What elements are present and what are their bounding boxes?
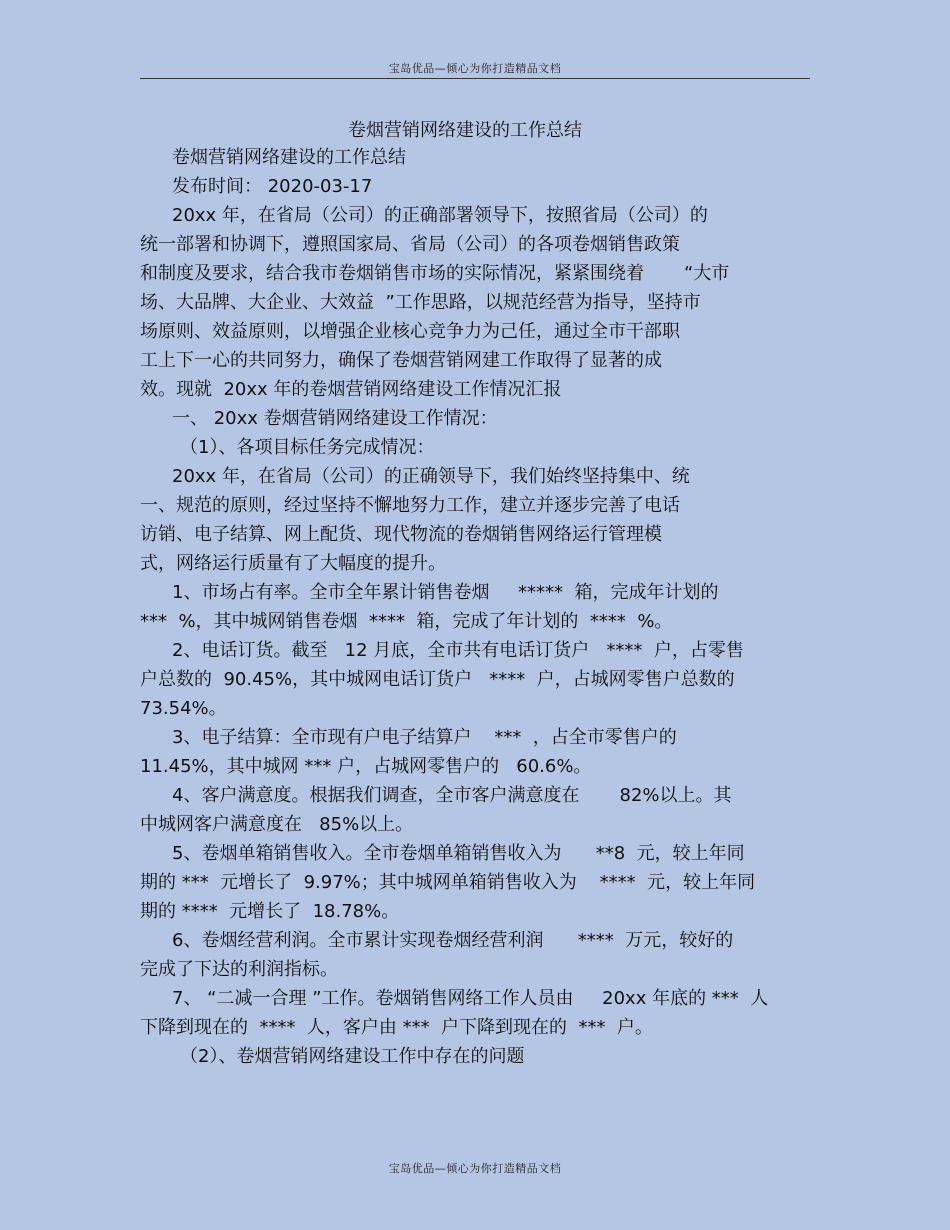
list-item: 3、电子结算：全市现有户电子结算户 *** ，占全市零售户的	[172, 727, 677, 748]
list-item: 4、客户满意度。根据我们调查，全市客户满意度在 82%以上。其	[172, 785, 732, 806]
paragraph-line: 中城网客户满意度在 85%以上。	[140, 814, 414, 835]
paragraph-line: 户总数的 90.45%，其中城网电话订货户 **** 户，占城网零售户总数的	[140, 669, 735, 690]
paragraph-line: 20xx 年，在省局（公司）的正确领导下，我们始终坚持集中、统	[172, 466, 690, 487]
paragraph-line: 访销、电子结算、网上配货、现代物流的卷烟销售网络运行管理模	[140, 524, 662, 545]
section-heading: 一、 20xx 卷烟营销网络建设工作情况：	[172, 408, 498, 429]
paragraph-line: 统一部署和协调下，遵照国家局、省局（公司）的各项卷烟销售政策	[140, 234, 680, 255]
document-body	[140, 143, 830, 1071]
list-item: 1、市场占有率。全市全年累计销售卷烟 ***** 箱，完成年计划的	[172, 582, 719, 603]
paragraph-line: 11.45%，其中城网 *** 户，占城网零售户的 60.6%。	[140, 756, 592, 777]
paragraph-line: 一、规范的原则，经过坚持不懈地努力工作，建立并逐步完善了电话	[140, 495, 680, 516]
subtitle-line: 卷烟营销网络建设的工作总结	[172, 147, 406, 168]
header-rule	[140, 78, 810, 79]
paragraph-line: 工上下一心的共同努力，确保了卷烟营销网建工作取得了显著的成	[140, 350, 662, 371]
paragraph-line: 下降到现在的 **** 人，客户由 *** 户下降到现在的 *** 户。	[140, 1017, 653, 1038]
list-item: 6、卷烟经营利润。全市累计实现卷烟经营利润 **** 万元，较好的	[172, 930, 734, 951]
list-item: 5、卷烟单箱销售收入。全市卷烟单箱销售收入为 **8 元，较上年同	[172, 843, 745, 864]
paragraph-line: *** %，其中城网销售卷烟 **** 箱，完成了年计划的 **** %。	[140, 611, 673, 632]
list-item: 7、 “二减一合理 ”工作。卷烟销售网络工作人员由 20xx 年底的 *** 人	[172, 988, 769, 1009]
document-title: 卷烟营销网络建设的工作总结	[348, 120, 582, 141]
paragraph-line: 效。现就 20xx 年的卷烟营销网络建设工作情况汇报	[140, 379, 562, 400]
paragraph-line: 场、大品牌、大企业、大效益 ”工作思路，以规范经营为指导，坚持市	[140, 292, 701, 313]
paragraph-line: 20xx 年，在省局（公司）的正确部署领导下，按照省局（公司）的	[172, 205, 708, 226]
subsection-heading: （1）、各项目标任务完成情况：	[180, 437, 435, 458]
paragraph-line: 期的 *** 元增长了 9.97%；其中城网单箱销售收入为 **** 元，较上年同	[140, 872, 756, 893]
page-footer: 宝岛优品—倾心为你打造精品文档	[388, 1162, 562, 1175]
page-header: 宝岛优品—倾心为你打造精品文档	[388, 62, 562, 75]
paragraph-line: 式，网络运行质量有了大幅度的提升。	[140, 553, 446, 574]
publish-date-line: 发布时间： 2020-03-17	[172, 176, 373, 197]
paragraph-line: 期的 **** 元增长了 18.78%。	[140, 901, 400, 922]
paragraph-line: 73.54%。	[140, 698, 227, 719]
subsection-heading: （2）、卷烟营销网络建设工作中存在的问题	[180, 1046, 525, 1067]
paragraph-line: 场原则、效益原则，以增强企业核心竞争力为己任，通过全市干部职	[140, 321, 680, 342]
paragraph-line: 完成了下达的利润指标。	[140, 959, 338, 980]
paragraph-line: 和制度及要求，结合我市卷烟销售市场的实际情况，紧紧围绕着 “大市	[140, 263, 730, 284]
list-item: 2、电话订货。截至 12 月底，全市共有电话订货户 **** 户，占零售	[172, 640, 744, 661]
